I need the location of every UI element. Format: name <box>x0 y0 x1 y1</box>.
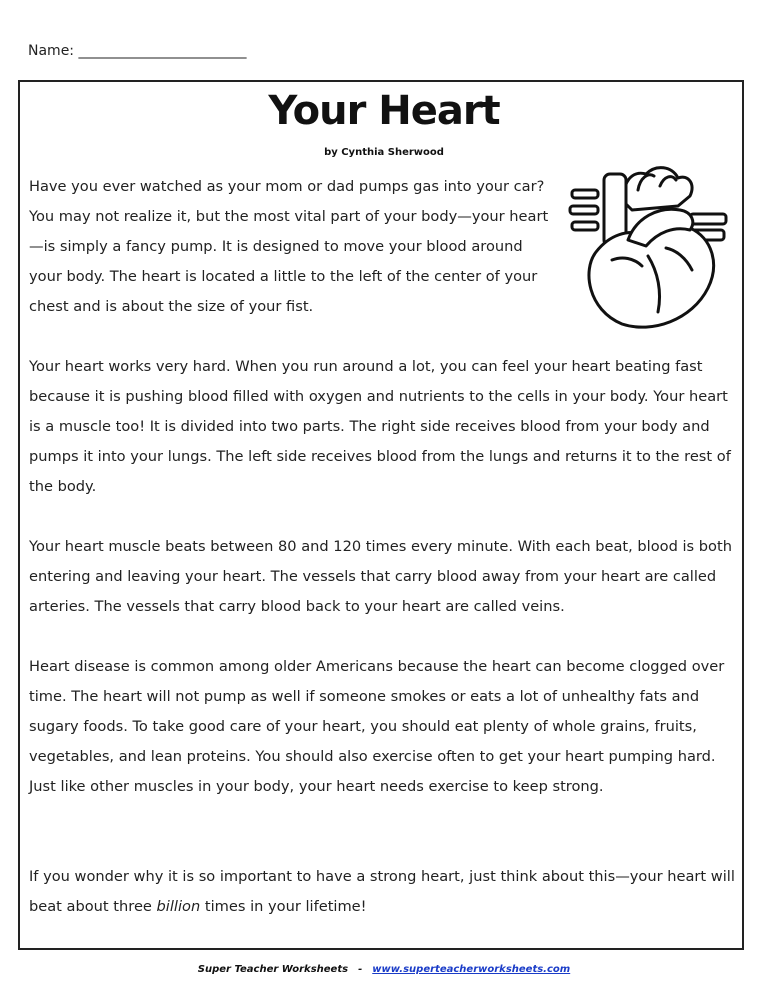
worksheet-title: Your Heart <box>268 88 500 134</box>
conclusion-text-end: times in your lifetime! <box>200 898 367 915</box>
heart-anatomy-icon <box>562 160 732 332</box>
conclusion-text-start: If you wonder why it is so important to have a strong heart, just think about this—your heart will beat about three <box>29 868 735 915</box>
paragraph-intro: Have you ever watched as your mom or dad pumps gas into your car? You may not realize it, but the most vital part of your body—your heart—is simply a fancy pump. It is designed to move your blood around your body. The heart is located a little to the left of the center of your chest and is about the size of your fist. <box>29 178 549 315</box>
author-byline: by Cynthia Sherwood <box>324 147 444 158</box>
name-field-label: Name: ________________________ <box>28 43 247 59</box>
footer-brand: Super Teacher Worksheets <box>197 964 349 975</box>
paragraph-heart-work: Your heart works very hard. When you run around a lot, you can feel your heart beating fast because it is pushing blood filled with oxygen and nutrients to the cells in your body. Your heart is a muscle too! It is divided into two parts. The right side receives blood from your body and pumps it into your lungs. The left side receives blood from the lungs and returns it to the rest of the body. <box>29 358 731 495</box>
footer-separator: - <box>358 964 363 975</box>
conclusion-emphasis: billion <box>156 898 201 915</box>
page-footer <box>0 964 768 975</box>
footer-website-link[interactable]: www.superteacherworksheets.com <box>372 964 571 975</box>
paragraph-conclusion <box>29 862 743 922</box>
paragraph-heart-disease: Heart disease is common among older Americans because the heart can become clogged over time. The heart will not pump as well if someone smokes or eats a lot of unhealthy fats and sugary foods. To take good care of your heart, you should eat plenty of whole grains, fruits, vegetables, and lean proteins. You should also exercise often to get your heart pumping hard. Just like other muscles in your body, your heart needs exercise to keep strong. <box>29 658 725 795</box>
paragraph-heartbeat: Your heart muscle beats between 80 and 120 times every minute. With each beat, blood is both entering and leaving your heart. The vessels that carry blood away from your heart are called arteries. The vessels that carry blood back to your heart are called veins. <box>29 538 732 615</box>
